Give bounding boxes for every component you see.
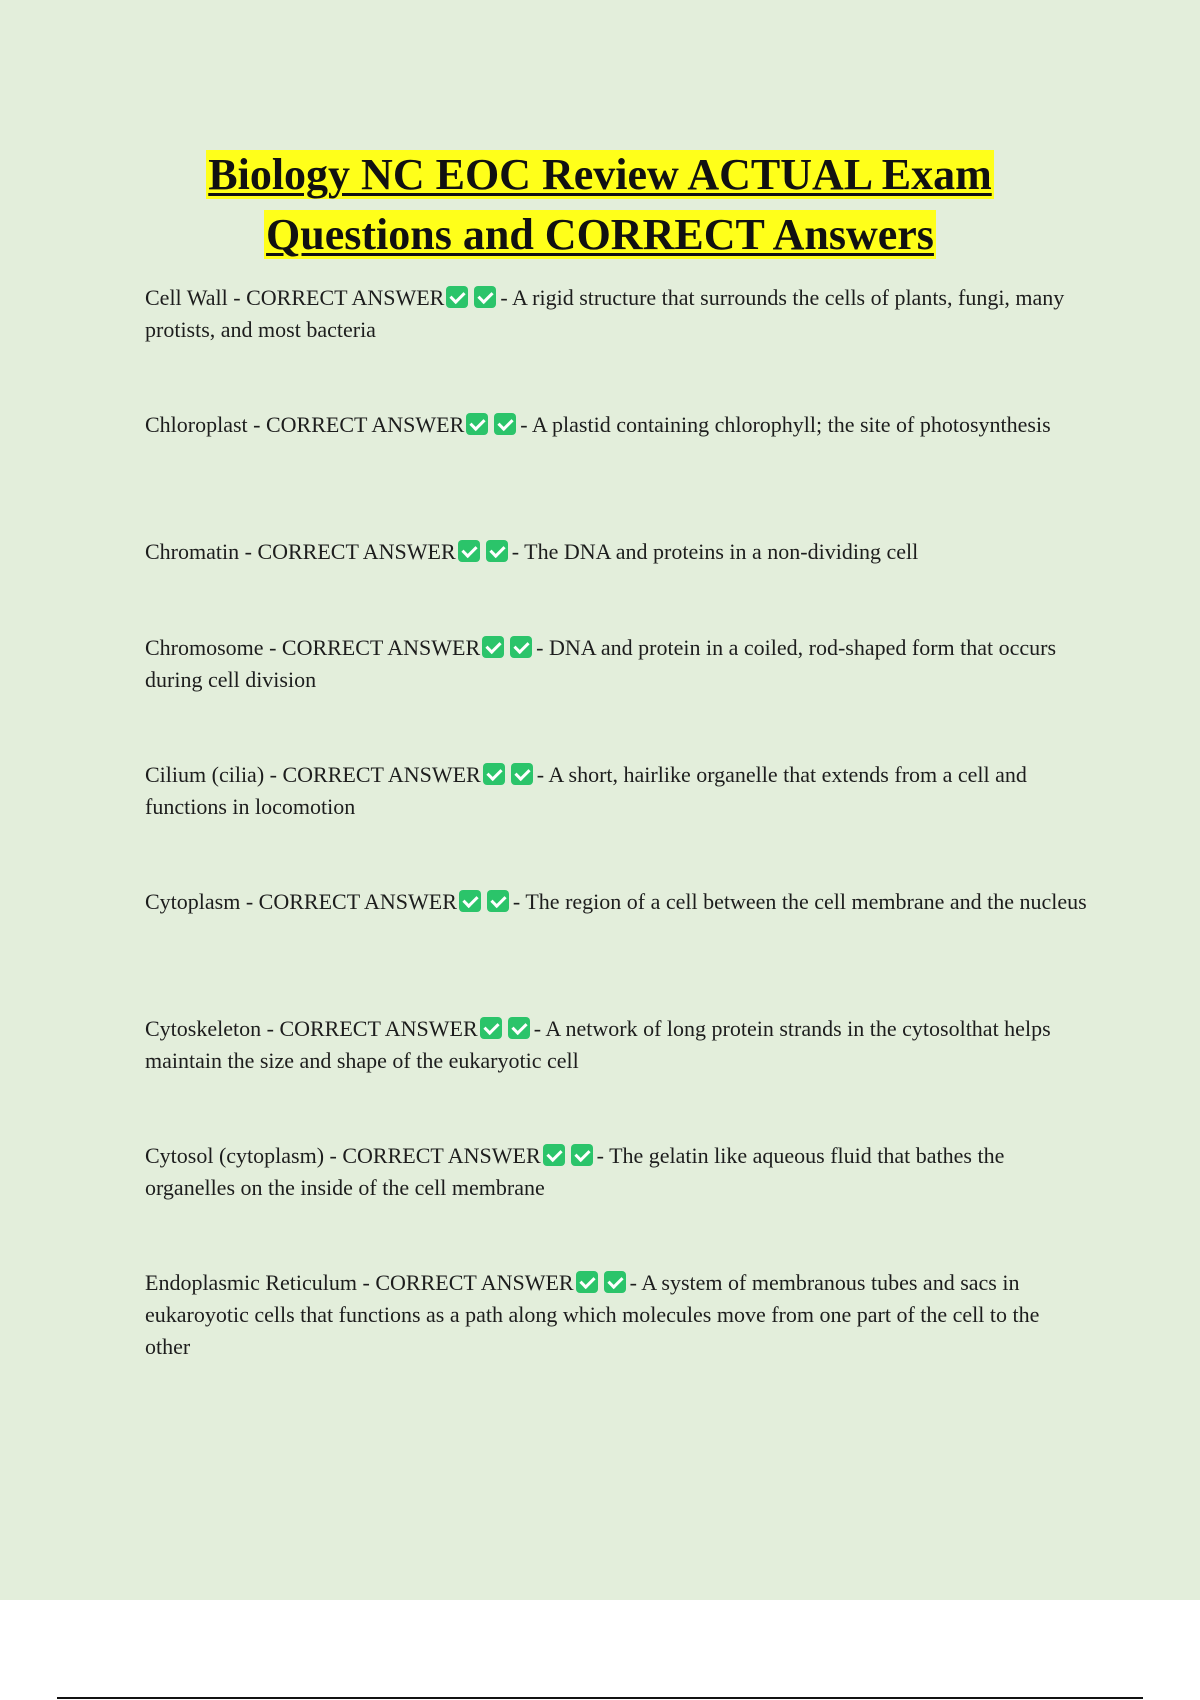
entry-definition: DNA and protein in a coiled, rod-shaped form that occurs during cell division bbox=[145, 635, 1057, 692]
check-mark-icon bbox=[510, 636, 532, 658]
entry-answer-marker: CORRECT ANSWER bbox=[258, 889, 457, 914]
entry-term: Cytosol (cytoplasm) bbox=[145, 1143, 325, 1168]
document-title bbox=[0, 145, 1200, 265]
entry-definition: The DNA and proteins in a non-dividing cell bbox=[524, 539, 919, 564]
check-mark-icon bbox=[494, 413, 516, 435]
footer-divider bbox=[57, 1697, 1143, 1699]
entry-term: Cell Wall bbox=[145, 285, 228, 310]
check-mark-icon bbox=[466, 413, 488, 435]
check-mark-icon bbox=[474, 286, 496, 308]
entry-term: Chloroplast bbox=[145, 412, 248, 437]
entry-definition: A plastid containing chlorophyll; the site of photosynthesis bbox=[531, 412, 1051, 437]
entry-answer-marker: CORRECT ANSWER bbox=[266, 412, 465, 437]
qa-entry: Cytosol (cytoplasm) - CORRECT ANSWER - The gelatin like aqueous fluid that bathes the organelles on the inside of the cell membrane bbox=[145, 1143, 1005, 1200]
entry-answer-marker: CORRECT ANSWER bbox=[281, 635, 481, 660]
entry-answer-marker: CORRECT ANSWER bbox=[282, 762, 481, 787]
qa-entry: Chromatin - CORRECT ANSWER - The DNA and proteins in a non-dividing cell bbox=[145, 539, 919, 564]
check-mark-icon bbox=[459, 890, 481, 912]
entry-answer-marker: CORRECT ANSWER bbox=[375, 1270, 574, 1295]
check-mark-icon bbox=[571, 1144, 593, 1166]
entry-definition: The gelatin like aqueous fluid that bathes the organelles on the inside of the cell membrane bbox=[145, 1143, 1005, 1200]
entry-term: Chromosome bbox=[145, 635, 264, 660]
entry-term: Cytoskeleton bbox=[145, 1016, 262, 1041]
title-line-2: Questions and CORRECT Answers bbox=[266, 210, 934, 259]
qa-entry: Chromosome - CORRECT ANSWER - DNA and protein in a coiled, rod-shaped form that occurs during cell division bbox=[145, 635, 1057, 692]
entry-answer-marker: CORRECT ANSWER bbox=[257, 539, 456, 564]
entry-answer-marker: CORRECT ANSWER bbox=[279, 1016, 478, 1041]
entry-definition: A system of membranous tubes and sacs in eukaroyotic cells that functions as a path along which molecules move from one part of the cell to the other bbox=[145, 1270, 1040, 1359]
entry-term: Cytoplasm bbox=[145, 889, 241, 914]
qa-entry: Cytoplasm - CORRECT ANSWER - The region of a cell between the cell membrane and the nucleus bbox=[145, 889, 1087, 914]
check-mark-icon bbox=[487, 890, 509, 912]
qa-entry: Chloroplast - CORRECT ANSWER - A plastid containing chlorophyll; the site of photosynthesis bbox=[145, 412, 1051, 437]
entry-term: Cilium (cilia) bbox=[145, 762, 265, 787]
entry-definition: A rigid structure that surrounds the cells of plants, fungi, many protists, and most bacteria bbox=[145, 285, 1065, 342]
check-mark-icon bbox=[446, 286, 468, 308]
entry-term: Endoplasmic Reticulum bbox=[145, 1270, 358, 1295]
qa-entry: Endoplasmic Reticulum - CORRECT ANSWER - A system of membranous tubes and sacs in eukaroyotic cells that functions as a path along which molecules move from one part of the cell to the other bbox=[145, 1270, 1040, 1359]
check-mark-icon bbox=[458, 540, 480, 562]
entry-definition: A short, hairlike organelle that extends from a cell and functions in locomotion bbox=[145, 762, 1027, 819]
check-mark-icon bbox=[543, 1144, 565, 1166]
qa-entry: Cytoskeleton - CORRECT ANSWER - A network of long protein strands in the cytosolthat helps maintain the size and shape of the eukaryotic cell bbox=[145, 1016, 1051, 1073]
check-mark-icon bbox=[576, 1271, 598, 1293]
qa-entry: Cell Wall - CORRECT ANSWER - A rigid structure that surrounds the cells of plants, fungi, many protists, and most bacteria bbox=[145, 285, 1065, 342]
entry-definition: The region of a cell between the cell membrane and the nucleus bbox=[525, 889, 1087, 914]
entry-answer-marker: CORRECT ANSWER bbox=[342, 1143, 541, 1168]
check-mark-icon bbox=[604, 1271, 626, 1293]
entry-term: Chromatin bbox=[145, 539, 240, 564]
qa-entry: Cilium (cilia) - CORRECT ANSWER - A short, hairlike organelle that extends from a cell and functions in locomotion bbox=[145, 762, 1027, 819]
check-mark-icon bbox=[480, 1017, 502, 1039]
check-mark-icon bbox=[511, 763, 533, 785]
title-line-1: Biology NC EOC Review ACTUAL Exam bbox=[208, 150, 992, 199]
check-mark-icon bbox=[486, 540, 508, 562]
check-mark-icon bbox=[483, 763, 505, 785]
check-mark-icon bbox=[508, 1017, 530, 1039]
entry-definition: A network of long protein strands in the cytosolthat helps maintain the size and shape of the eukaryotic cell bbox=[145, 1016, 1051, 1073]
entry-answer-marker: CORRECT ANSWER bbox=[246, 285, 445, 310]
check-mark-icon bbox=[482, 636, 504, 658]
